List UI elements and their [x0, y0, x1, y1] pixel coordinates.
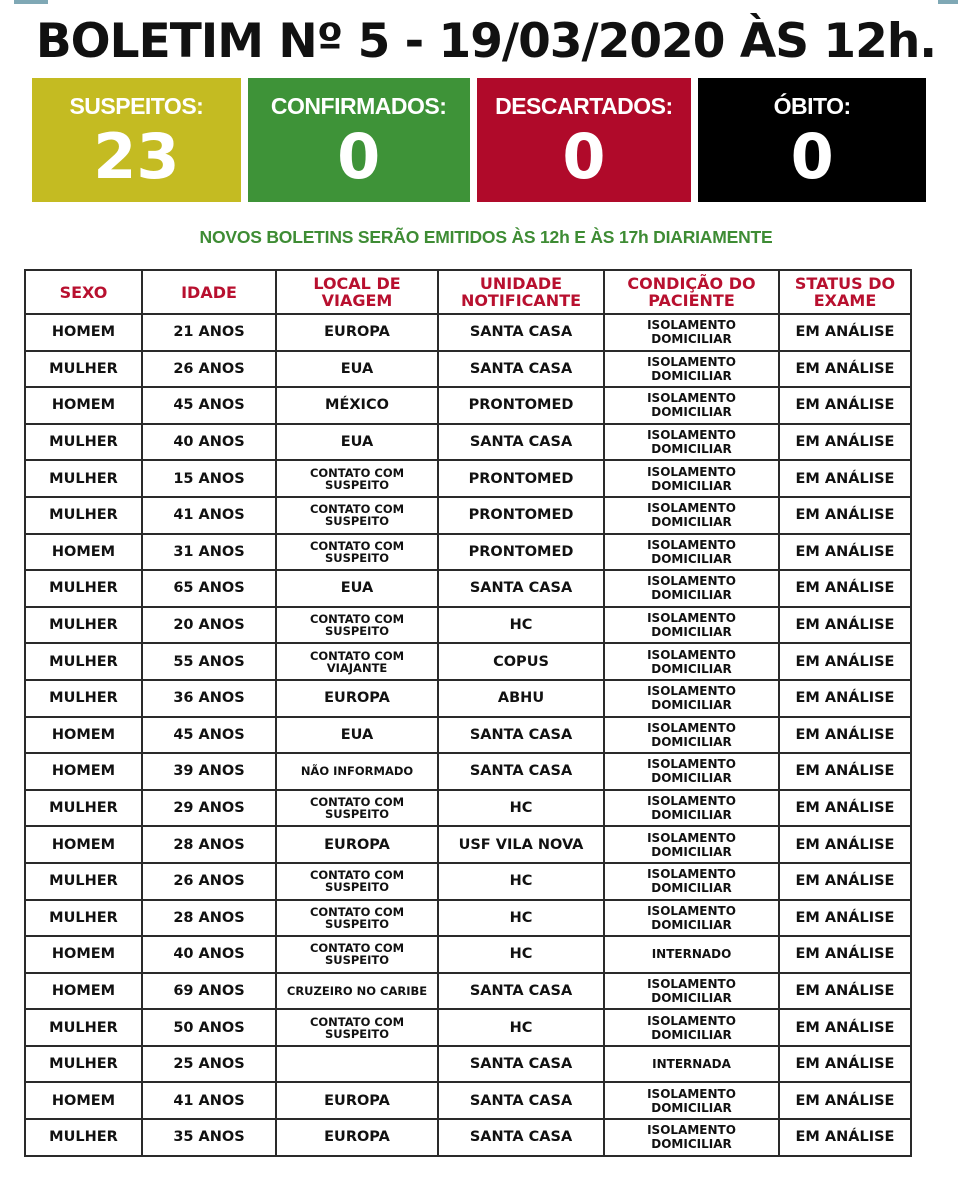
cell-sexo: HOMEM	[25, 1082, 142, 1119]
stat-confirmados	[248, 78, 470, 202]
cell-local-de-viagem: CONTATO COM SUSPEITO	[276, 1009, 438, 1046]
cell-local-de-viagem: CONTATO COM SUSPEITO	[276, 790, 438, 827]
cell-sexo: MULHER	[25, 900, 142, 937]
cell-condicao-do-paciente: ISOLAMENTO DOMICILIAR	[604, 607, 779, 644]
cell-condicao-do-paciente: INTERNADO	[604, 936, 779, 973]
cell-condicao-do-paciente: ISOLAMENTO DOMICILIAR	[604, 753, 779, 790]
cell-sexo: HOMEM	[25, 973, 142, 1010]
cell-idade: 40 ANOS	[142, 936, 276, 973]
cell-status-do-exame: EM ANÁLISE	[779, 424, 911, 461]
cell-sexo: HOMEM	[25, 936, 142, 973]
table-row	[25, 424, 911, 461]
cell-sexo: HOMEM	[25, 534, 142, 571]
cell-status-do-exame: EM ANÁLISE	[779, 643, 911, 680]
table-row	[25, 1082, 911, 1119]
cell-unidade-notificante: SANTA CASA	[438, 1082, 604, 1119]
corner-mark	[938, 0, 958, 4]
table-row	[25, 534, 911, 571]
cell-idade: 15 ANOS	[142, 460, 276, 497]
cell-idade: 45 ANOS	[142, 387, 276, 424]
cell-status-do-exame: EM ANÁLISE	[779, 790, 911, 827]
table-row	[25, 863, 911, 900]
cell-unidade-notificante: HC	[438, 863, 604, 900]
stat-descartados	[477, 78, 692, 202]
header-condicao-do-paciente: CONDIÇÃO DO PACIENTE	[604, 270, 779, 314]
cell-condicao-do-paciente: ISOLAMENTO DOMICILIAR	[604, 534, 779, 571]
table-row	[25, 717, 911, 754]
stat-value: 23	[93, 120, 180, 193]
cell-unidade-notificante: HC	[438, 790, 604, 827]
cell-status-do-exame: EM ANÁLISE	[779, 570, 911, 607]
header-unidade-notificante: UNIDADE NOTIFICANTE	[438, 270, 604, 314]
cell-sexo: MULHER	[25, 607, 142, 644]
cell-unidade-notificante: SANTA CASA	[438, 717, 604, 754]
cell-idade: 31 ANOS	[142, 534, 276, 571]
cell-condicao-do-paciente: ISOLAMENTO DOMICILIAR	[604, 351, 779, 388]
cell-unidade-notificante: HC	[438, 607, 604, 644]
cell-status-do-exame: EM ANÁLISE	[779, 497, 911, 534]
cell-local-de-viagem: EUROPA	[276, 680, 438, 717]
cell-unidade-notificante: SANTA CASA	[438, 351, 604, 388]
cell-unidade-notificante: SANTA CASA	[438, 1119, 604, 1156]
cell-status-do-exame: EM ANÁLISE	[779, 1046, 911, 1083]
cell-idade: 45 ANOS	[142, 717, 276, 754]
cell-local-de-viagem	[276, 1046, 438, 1083]
cell-local-de-viagem: EUROPA	[276, 314, 438, 351]
table-row	[25, 900, 911, 937]
cell-local-de-viagem: CRUZEIRO NO CARIBE	[276, 973, 438, 1010]
corner-mark	[14, 0, 48, 4]
cell-local-de-viagem: EUA	[276, 570, 438, 607]
cell-status-do-exame: EM ANÁLISE	[779, 607, 911, 644]
cell-condicao-do-paciente: ISOLAMENTO DOMICILIAR	[604, 900, 779, 937]
stat-obito	[698, 78, 926, 202]
cell-local-de-viagem: EUROPA	[276, 1082, 438, 1119]
cell-unidade-notificante: SANTA CASA	[438, 570, 604, 607]
cell-condicao-do-paciente: ISOLAMENTO DOMICILIAR	[604, 643, 779, 680]
cell-idade: 21 ANOS	[142, 314, 276, 351]
cell-condicao-do-paciente: ISOLAMENTO DOMICILIAR	[604, 973, 779, 1010]
cell-local-de-viagem: CONTATO COM SUSPEITO	[276, 900, 438, 937]
header-status-do-exame: STATUS DO EXAME	[779, 270, 911, 314]
cell-local-de-viagem: CONTATO COM SUSPEITO	[276, 497, 438, 534]
cell-status-do-exame: EM ANÁLISE	[779, 680, 911, 717]
table-row	[25, 1119, 911, 1156]
cell-idade: 69 ANOS	[142, 973, 276, 1010]
cell-sexo: MULHER	[25, 790, 142, 827]
cell-condicao-do-paciente: ISOLAMENTO DOMICILIAR	[604, 680, 779, 717]
cell-local-de-viagem: NÃO INFORMADO	[276, 753, 438, 790]
cell-condicao-do-paciente: ISOLAMENTO DOMICILIAR	[604, 460, 779, 497]
cell-condicao-do-paciente: ISOLAMENTO DOMICILIAR	[604, 497, 779, 534]
cell-unidade-notificante: SANTA CASA	[438, 314, 604, 351]
header-idade: IDADE	[142, 270, 276, 314]
cell-idade: 41 ANOS	[142, 497, 276, 534]
cell-local-de-viagem: CONTATO COM VIAJANTE	[276, 643, 438, 680]
cell-idade: 50 ANOS	[142, 1009, 276, 1046]
cell-condicao-do-paciente: ISOLAMENTO DOMICILIAR	[604, 570, 779, 607]
cell-local-de-viagem: MÉXICO	[276, 387, 438, 424]
cell-condicao-do-paciente: ISOLAMENTO DOMICILIAR	[604, 314, 779, 351]
stat-label: DESCARTADOS:	[495, 93, 673, 119]
stat-label: CONFIRMADOS:	[270, 93, 447, 119]
cell-idade: 35 ANOS	[142, 1119, 276, 1156]
cell-unidade-notificante: PRONTOMED	[438, 497, 604, 534]
cell-unidade-notificante: SANTA CASA	[438, 753, 604, 790]
table-row	[25, 643, 911, 680]
cell-unidade-notificante: HC	[438, 1009, 604, 1046]
cell-idade: 26 ANOS	[142, 351, 276, 388]
stat-value: 0	[790, 120, 834, 193]
stat-label: SUSPEITOS:	[69, 93, 204, 119]
table-row	[25, 387, 911, 424]
cell-sexo: MULHER	[25, 680, 142, 717]
cell-status-do-exame: EM ANÁLISE	[779, 314, 911, 351]
table-row	[25, 314, 911, 351]
cell-idade: 20 ANOS	[142, 607, 276, 644]
table-row	[25, 497, 911, 534]
cell-sexo: HOMEM	[25, 753, 142, 790]
table-header-row	[25, 270, 911, 314]
stat-label: ÓBITO:	[773, 93, 851, 119]
table-row	[25, 936, 911, 973]
cell-condicao-do-paciente: ISOLAMENTO DOMICILIAR	[604, 424, 779, 461]
table-row	[25, 753, 911, 790]
cell-status-do-exame: EM ANÁLISE	[779, 1119, 911, 1156]
table-row	[25, 680, 911, 717]
table-row	[25, 607, 911, 644]
stat-value: 0	[562, 120, 606, 193]
cell-local-de-viagem: CONTATO COM SUSPEITO	[276, 863, 438, 900]
stat-suspeitos	[32, 78, 241, 202]
cell-idade: 25 ANOS	[142, 1046, 276, 1083]
cell-condicao-do-paciente: ISOLAMENTO DOMICILIAR	[604, 1119, 779, 1156]
cell-unidade-notificante: PRONTOMED	[438, 534, 604, 571]
cell-unidade-notificante: SANTA CASA	[438, 1046, 604, 1083]
cell-status-do-exame: EM ANÁLISE	[779, 753, 911, 790]
cell-unidade-notificante: PRONTOMED	[438, 387, 604, 424]
cell-condicao-do-paciente: ISOLAMENTO DOMICILIAR	[604, 1009, 779, 1046]
cell-sexo: MULHER	[25, 570, 142, 607]
cases-table	[24, 269, 912, 1157]
cell-condicao-do-paciente: ISOLAMENTO DOMICILIAR	[604, 1082, 779, 1119]
stat-value: 0	[337, 120, 381, 193]
cell-sexo: MULHER	[25, 497, 142, 534]
cell-idade: 55 ANOS	[142, 643, 276, 680]
table-body	[25, 314, 911, 1156]
cell-sexo: HOMEM	[25, 717, 142, 754]
cell-status-do-exame: EM ANÁLISE	[779, 1082, 911, 1119]
cell-local-de-viagem: EUROPA	[276, 1119, 438, 1156]
cell-unidade-notificante: USF VILA NOVA	[438, 826, 604, 863]
cell-sexo: HOMEM	[25, 314, 142, 351]
cell-status-do-exame: EM ANÁLISE	[779, 900, 911, 937]
table-row	[25, 1009, 911, 1046]
cell-unidade-notificante: PRONTOMED	[438, 460, 604, 497]
table-row	[25, 570, 911, 607]
cell-condicao-do-paciente: ISOLAMENTO DOMICILIAR	[604, 826, 779, 863]
cell-unidade-notificante: COPUS	[438, 643, 604, 680]
header-sexo: SEXO	[25, 270, 142, 314]
cell-sexo: HOMEM	[25, 387, 142, 424]
cell-idade: 40 ANOS	[142, 424, 276, 461]
cell-status-do-exame: EM ANÁLISE	[779, 534, 911, 571]
cell-idade: 41 ANOS	[142, 1082, 276, 1119]
cell-idade: 65 ANOS	[142, 570, 276, 607]
cell-status-do-exame: EM ANÁLISE	[779, 973, 911, 1010]
table-row	[25, 351, 911, 388]
cell-condicao-do-paciente: ISOLAMENTO DOMICILIAR	[604, 387, 779, 424]
header-local-de-viagem: LOCAL DE VIAGEM	[276, 270, 438, 314]
cell-sexo: HOMEM	[25, 826, 142, 863]
cell-status-do-exame: EM ANÁLISE	[779, 351, 911, 388]
table-row	[25, 460, 911, 497]
table-row	[25, 790, 911, 827]
cell-sexo: MULHER	[25, 1046, 142, 1083]
cell-unidade-notificante: SANTA CASA	[438, 973, 604, 1010]
cell-condicao-do-paciente: ISOLAMENTO DOMICILIAR	[604, 717, 779, 754]
cell-status-do-exame: EM ANÁLISE	[779, 387, 911, 424]
cell-local-de-viagem: CONTATO COM SUSPEITO	[276, 534, 438, 571]
cell-idade: 36 ANOS	[142, 680, 276, 717]
cell-idade: 28 ANOS	[142, 826, 276, 863]
cell-status-do-exame: EM ANÁLISE	[779, 460, 911, 497]
cell-sexo: MULHER	[25, 643, 142, 680]
cell-sexo: MULHER	[25, 1009, 142, 1046]
cell-local-de-viagem: EUA	[276, 717, 438, 754]
cell-sexo: MULHER	[25, 863, 142, 900]
cell-sexo: MULHER	[25, 1119, 142, 1156]
cell-status-do-exame: EM ANÁLISE	[779, 1009, 911, 1046]
cell-unidade-notificante: ABHU	[438, 680, 604, 717]
cell-status-do-exame: EM ANÁLISE	[779, 936, 911, 973]
cell-idade: 29 ANOS	[142, 790, 276, 827]
cell-local-de-viagem: CONTATO COM SUSPEITO	[276, 607, 438, 644]
table-row	[25, 826, 911, 863]
cell-condicao-do-paciente: ISOLAMENTO DOMICILIAR	[604, 863, 779, 900]
cell-local-de-viagem: EUROPA	[276, 826, 438, 863]
cell-unidade-notificante: HC	[438, 936, 604, 973]
cell-status-do-exame: EM ANÁLISE	[779, 826, 911, 863]
cell-sexo: MULHER	[25, 424, 142, 461]
cell-sexo: MULHER	[25, 351, 142, 388]
cell-local-de-viagem: EUA	[276, 424, 438, 461]
cell-status-do-exame: EM ANÁLISE	[779, 717, 911, 754]
cell-local-de-viagem: CONTATO COM SUSPEITO	[276, 460, 438, 497]
stats-panel	[32, 78, 926, 202]
table-row	[25, 1046, 911, 1083]
cell-condicao-do-paciente: INTERNADA	[604, 1046, 779, 1083]
cell-status-do-exame: EM ANÁLISE	[779, 863, 911, 900]
cell-local-de-viagem: EUA	[276, 351, 438, 388]
cell-unidade-notificante: SANTA CASA	[438, 424, 604, 461]
cell-idade: 26 ANOS	[142, 863, 276, 900]
bulletin-title: BOLETIM Nº 5 - 19/03/2020 ÀS 12h.	[35, 14, 937, 69]
schedule-notice: NOVOS BOLETINS SERÃO EMITIDOS ÀS 12h E ÀS 17h DIARIAMENTE	[199, 227, 773, 247]
cell-sexo: MULHER	[25, 460, 142, 497]
cell-idade: 39 ANOS	[142, 753, 276, 790]
cell-idade: 28 ANOS	[142, 900, 276, 937]
cell-condicao-do-paciente: ISOLAMENTO DOMICILIAR	[604, 790, 779, 827]
cell-unidade-notificante: HC	[438, 900, 604, 937]
table-row	[25, 973, 911, 1010]
cell-local-de-viagem: CONTATO COM SUSPEITO	[276, 936, 438, 973]
